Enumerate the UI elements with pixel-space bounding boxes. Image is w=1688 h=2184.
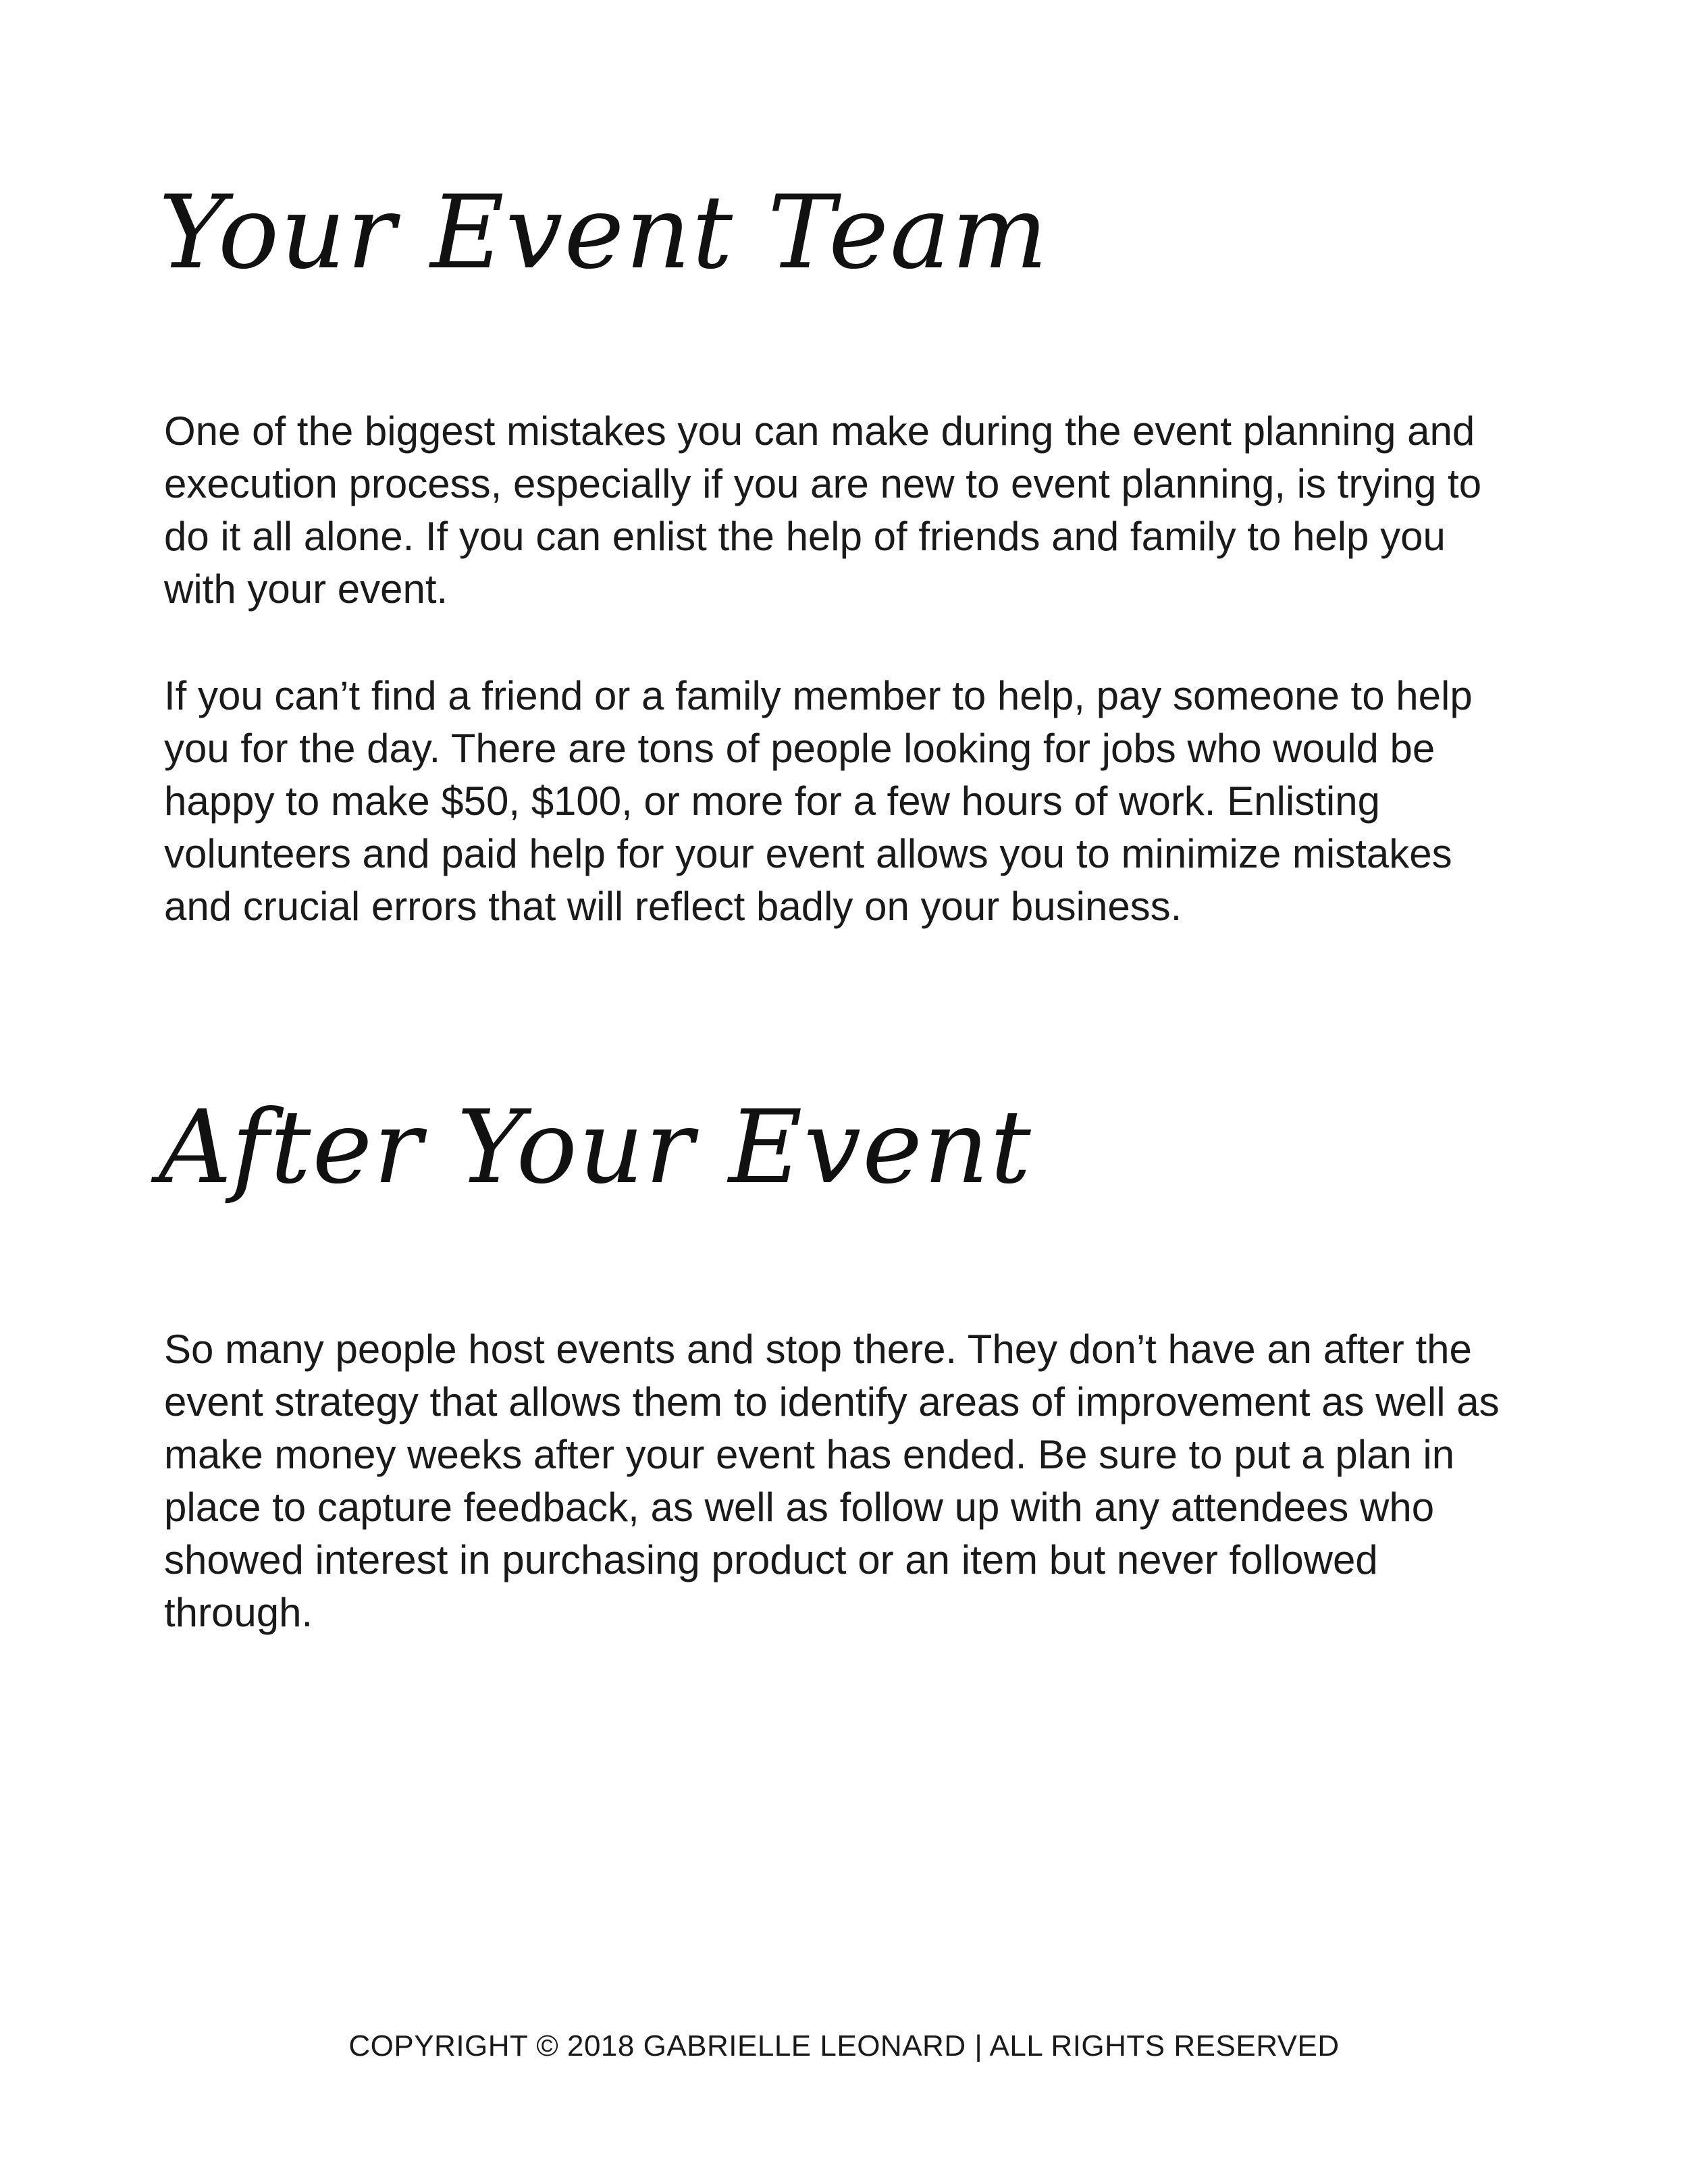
- paragraph-after-event-strategy: So many people host events and stop there. They don’t have an after the event strategy that allows them to identify areas of improvement as well as make money weeks after your event has ended. Be sure to put a plan in place to capture feedback, as well as follow up with any attendees who showed interest in purchasing product or an item but never followed through.: [164, 1327, 1500, 1635]
- copyright-footer: COPYRIGHT © 2018 GABRIELLE LEONARD | ALL RIGHTS RESERVED: [348, 2029, 1340, 2062]
- paragraph-event-team-paid-help: If you can’t find a friend or a family member to help, pay someone to help you for the day. There are tons of people looking for jobs who would be happy to make $50, $100, or more for a few hours of work. Enlisting volunteers and paid help for your event allows you to minimize mistakes and crucial errors that will reflect badly on your business.: [164, 673, 1473, 929]
- section-heading-your-event-team: Your Event Team: [159, 174, 1049, 292]
- paragraph-event-team-intro: One of the biggest mistakes you can make during the event planning and execution process, especially if you are new to event planning, is trying to do it all alone. If you can enlist the help of friends and family to help you with your event.: [164, 408, 1482, 612]
- section-heading-after-your-event: After Your Event: [159, 1089, 1032, 1206]
